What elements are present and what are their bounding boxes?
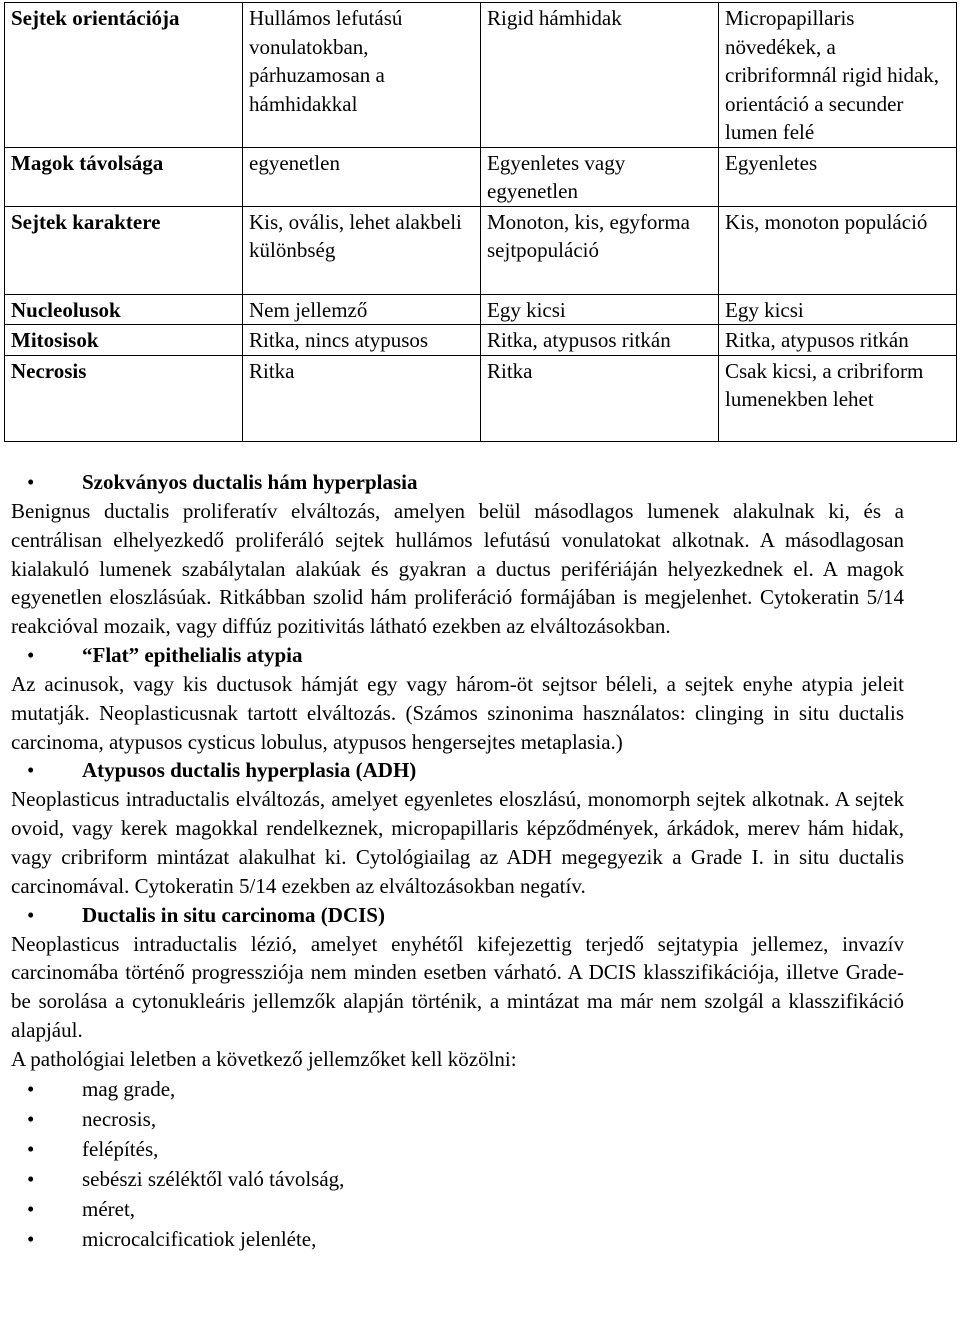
bullet-icon: • <box>27 1166 35 1191</box>
section-heading <box>11 901 904 930</box>
list-item-text: felépítés, <box>82 1136 159 1161</box>
section-paragraph: Neoplasticus intraductalis lézió, amelyet enyhétől kifejezettig terjedő sejtatypia jellemez, invazív carcinomába történő progressziója nem minden esetben várható. A DCIS klasszifikációja, illetve Grade-be sorolása a cytonukleáris jellemzők alapján történik, a mintázat ma már nem szolgál a klasszifikáció alapjául. <box>11 931 904 1042</box>
bullet-icon: • <box>27 1106 35 1131</box>
row-header: Mitosisok <box>5 325 243 356</box>
table-cell: Ritka, atypusos ritkán <box>481 325 719 356</box>
bullet-icon: • <box>27 1076 35 1101</box>
table-cell: Kis, ovális, lehet alakbeli különbség <box>243 206 481 294</box>
row-header: Sejtek orientációja <box>5 3 243 148</box>
bullet-icon: • <box>27 1136 35 1161</box>
row-header: Magok távolsága <box>5 147 243 206</box>
bullet-icon: • <box>27 470 35 494</box>
section-paragraph: Neoplasticus intraductalis elváltozás, amelyet egyenletes eloszlású, monomorph sejtek alkotnak. A sejtek ovoid, vagy kerek magokkal rendelkeznek, micropapillaris képződmények, árkádok, merev hám hidak, vagy cribriform mintázat alakulhat ki. Cytológiailag az ADH megegyezik a Grade I. in situ ductalis carcinomával. Cytokeratin 5/14 ezekben az elváltozásokban negatív. <box>11 787 904 898</box>
section-paragraph: Az acinusok, vagy kis ductusok hámját egy vagy három-öt sejtsor béleli, a sejtek enyhe atypia jeleit mutatják. Neoplasticusnak tartott elváltozás. (Számos szinonima használatos: clinging in situ ductalis carcinoma, atypusos cysticus lobulus, atypusos hengersejtes metaplasia.) <box>11 671 904 754</box>
list-item <box>11 1194 904 1224</box>
report-list <box>11 1074 904 1254</box>
table-cell: Ritka <box>243 355 481 441</box>
table-cell: Kis, monoton populáció <box>719 206 957 294</box>
report-intro: A pathológiai leletben a következő jellemzőket kell közölni: <box>11 1046 517 1071</box>
list-item <box>11 1104 904 1134</box>
section-heading-text: Szokványos ductalis hám hyperplasia <box>82 470 418 494</box>
row-header: Necrosis <box>5 355 243 441</box>
bullet-icon: • <box>27 902 35 927</box>
section-heading-text: Ductalis in situ carcinoma (DCIS) <box>82 902 385 927</box>
document-body <box>11 468 904 1254</box>
list-item-text: microcalcificatiok jelenléte, <box>82 1226 317 1251</box>
comparison-table <box>4 2 957 442</box>
table-cell: Egyenletes vagy egyenetlen <box>481 147 719 206</box>
table-row <box>5 355 957 441</box>
row-header: Nucleolusok <box>5 294 243 325</box>
table-cell: Hullámos lefutású vonulatokban, párhuzamosan a hámhidakkal <box>243 3 481 148</box>
table-cell: Csak kicsi, a cribriform lumenekben lehet <box>719 355 957 441</box>
row-header: Sejtek karaktere <box>5 206 243 294</box>
section-heading <box>11 641 904 670</box>
section-heading <box>11 468 904 497</box>
table-cell: Monoton, kis, egyforma sejtpopuláció <box>481 206 719 294</box>
section-heading-text: Atypusos ductalis hyperplasia (ADH) <box>82 758 417 783</box>
bullet-icon: • <box>27 1196 35 1221</box>
table-cell: Egy kicsi <box>481 294 719 325</box>
table-cell: Rigid hámhidak <box>481 3 719 148</box>
table-row <box>5 294 957 325</box>
table-cell: Micropapillaris növedékek, a cribriformnál rigid hidak, orientáció a secunder lumen felé <box>719 3 957 148</box>
table-cell: egyenetlen <box>243 147 481 206</box>
table-cell: Ritka, atypusos ritkán <box>719 325 957 356</box>
table-row <box>5 147 957 206</box>
table-cell: Egyenletes <box>719 147 957 206</box>
list-item <box>11 1224 904 1254</box>
section-heading <box>11 756 904 785</box>
section-paragraph: Benignus ductalis proliferatív elváltozás, amelyen belül másodlagos lumenek alakulnak ki, és a centrálisan elhelyezkedő proliferáló sejtek hullámos lefutású vonulatokat alkotnak. A másodlagosan kialakuló lumenek szabálytalan alakúak és gyakran a ductus perifériáján helyezkednek el. A magok egyenetlen eloszlásúak. Ritkábban szolid hám proliferáció formájában is megjelenhet. Cytokeratin 5/14 reakcióval mozaik, vagy diffúz pozitivitás látható ezekben az elváltozásokban. <box>11 499 904 639</box>
list-item-text: necrosis, <box>82 1106 157 1131</box>
bullet-icon: • <box>27 758 35 783</box>
table-cell: Ritka, nincs atypusos <box>243 325 481 356</box>
table-cell: Egy kicsi <box>719 294 957 325</box>
list-item <box>11 1074 904 1104</box>
list-item <box>11 1134 904 1164</box>
table-row <box>5 325 957 356</box>
list-item-text: sebészi széléktől való távolság, <box>82 1166 345 1191</box>
list-item <box>11 1164 904 1194</box>
table-cell: Ritka <box>481 355 719 441</box>
table-row <box>5 3 957 148</box>
list-item-text: mag grade, <box>82 1076 176 1101</box>
table-cell: Nem jellemző <box>243 294 481 325</box>
list-item-text: méret, <box>82 1196 136 1221</box>
bullet-icon: • <box>27 642 35 667</box>
bullet-icon: • <box>27 1226 35 1251</box>
table-row <box>5 206 957 294</box>
section-heading-text: “Flat” epithelialis atypia <box>82 642 303 667</box>
